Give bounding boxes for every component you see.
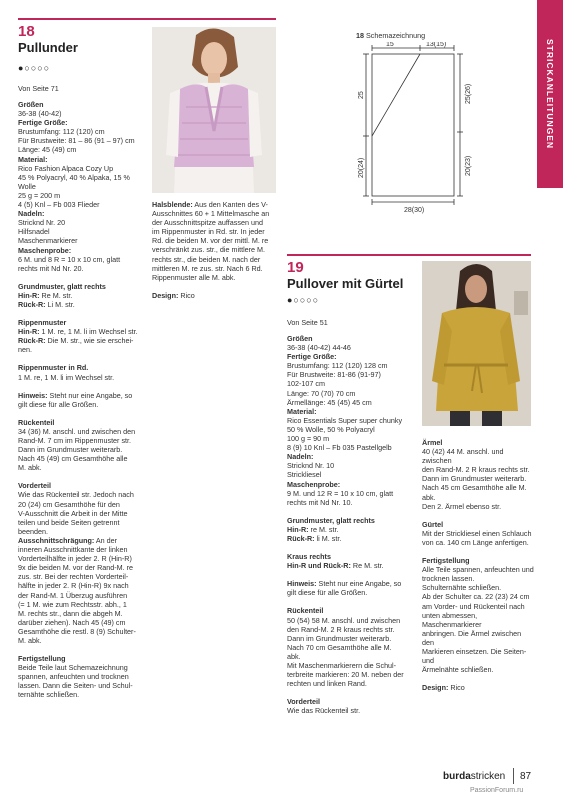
footer-separator — [513, 768, 514, 784]
instruction-line: lassen. Dann die Seiten- und Schul- — [18, 681, 133, 691]
instruction-line: Ärmelnähte schließen. — [422, 665, 494, 675]
paragraph-gap — [18, 645, 150, 654]
instruction-line: Für Brustweite: 81 – 86 (91 – 97) cm — [18, 136, 135, 146]
instruction-line: 4 (5) Knl – Fb 003 Flieder — [18, 200, 100, 210]
pullunder-model-illustration — [152, 27, 276, 193]
instruction-line: 8 (9) 10 Knl – Fb 035 Pastellgelb — [287, 443, 392, 453]
paragraph-gap — [18, 354, 150, 363]
instruction-line: Für Brustweite: 81-86 (91-97) — [287, 370, 381, 380]
pattern-18-rule — [18, 18, 276, 20]
instruction-line: Rand-M. 7 cm im Rippenmuster str. — [18, 436, 132, 445]
instruction-line: Halsblende: Aus den Kanten des V- — [152, 200, 268, 209]
instruction-line: V-Ausschnitt die Arbeit in der Mitte — [18, 508, 128, 518]
instruction-line: 9x die beiden M. vor der Rand-M. re — [18, 563, 134, 573]
instruction-line: Brustumfang: 112 (120) cm — [18, 127, 105, 137]
instruction-line: trocknen lassen. — [422, 574, 475, 584]
instruction-line: Schulternähte schließen. — [422, 583, 502, 593]
instruction-line: (= 1 M. wie zum Rechtsstr. abh., 1 — [18, 599, 127, 609]
instruction-line: Wie das Rückenteil str. — [287, 706, 361, 716]
schematic-right-lower-label: 20(23) — [465, 155, 472, 176]
section-heading: Material: — [287, 406, 317, 416]
paragraph-gap — [287, 597, 419, 606]
footer-brand-bold: burda — [443, 771, 471, 782]
instruction-line: Stricknd Nr. 20 — [18, 218, 66, 228]
paragraph-gap — [422, 547, 534, 556]
instruction-line: hälfte in jeder 2. R (Hin-R) 9x nach — [18, 581, 129, 591]
section-heading: Maschenprobe: — [287, 479, 341, 489]
instruction-line: Hin-R und Rück-R: Re M. str. — [287, 561, 384, 571]
instruction-line: M. rechts str., dann die abgeh M. — [18, 608, 123, 618]
pullover-model-illustration — [422, 261, 531, 426]
instruction-line: Dann im Grundmuster weiterarb. — [287, 633, 392, 643]
pattern-19-instructions-middle — [287, 334, 419, 715]
instruction-line: Rippenmuster alle M. abk. — [152, 272, 236, 282]
paragraph-gap — [287, 688, 419, 697]
instruction-line: Stricknd Nr. 10 — [287, 461, 335, 471]
instruction-line: rechts mit Nd Nr. 10. — [287, 497, 353, 507]
paragraph-gap — [287, 507, 419, 516]
instruction-line: rechts str., die beiden M. nach der — [152, 254, 261, 264]
instruction-line: Rico Essentials Super super chunky — [287, 415, 403, 425]
section-heading: Fertigstellung — [18, 654, 66, 664]
paragraph-gap — [287, 570, 419, 579]
section-heading: Rippenmuster in Rd. — [18, 363, 89, 373]
instruction-line: im Rippenmuster in Rd. str. In jeder — [152, 227, 265, 237]
instruction-line: Ab der Schulter ca. 22 (23) 24 cm — [422, 592, 530, 602]
instruction-line: 100 g = 90 m — [287, 434, 330, 444]
schematic-top-right-label: 13(15) — [426, 42, 447, 48]
section-heading: Rippenmuster — [18, 318, 67, 328]
pattern-19-title: Pullover mit Gürtel — [287, 276, 404, 291]
paragraph-gap — [422, 674, 534, 683]
instruction-lead: Design: — [422, 683, 449, 693]
instruction-line: Den 2. Ärmel ebenso str. — [422, 501, 502, 511]
paragraph-gap — [18, 409, 150, 418]
section-heading: Nadeln: — [287, 452, 314, 462]
instruction-line: M. abk. — [18, 635, 42, 645]
instruction-line: rechten und linken Rand. — [287, 679, 367, 689]
pattern-18-title: Pullunder — [18, 40, 78, 55]
instruction-line: Gesamthöhe die restl. 8 (9) Schulter- — [18, 626, 136, 636]
instruction-line: Rd. die beiden M. vor der mittl. M. re — [152, 236, 269, 246]
pattern-18-instructions-middle — [152, 200, 284, 300]
pattern-19-photo — [422, 261, 531, 426]
instruction-line: Dann im Grundmuster weiterarb. — [422, 474, 527, 484]
instruction-line: unten abmessen, Maschenmarkierer — [422, 610, 482, 629]
schematic-drawing — [352, 42, 532, 214]
paragraph-gap — [18, 309, 150, 318]
schematic-bottom-label: 28(30) — [404, 207, 425, 214]
instruction-line: Strickliesel — [287, 470, 322, 480]
instruction-line: der Ausschnittspitze auffassen und — [152, 218, 263, 228]
instruction-line: terbreite markieren: 20 M. neben der — [287, 670, 404, 680]
schematic-body-outline — [372, 54, 454, 196]
instruction-line: Länge: 70 (70) 70 cm — [287, 388, 356, 398]
instruction-line: Mit der Strickliesel einen Schlauch — [422, 528, 532, 538]
instruction-lead: Rück-R: — [18, 336, 46, 346]
schematic-heading — [356, 31, 425, 40]
footer-brand-rest: stricken — [470, 771, 506, 782]
instruction-line: Design: Rico — [152, 290, 195, 300]
instruction-line: 50 % Wolle, 50 % Polyacryl — [287, 424, 375, 434]
instruction-line: verschränkt zus. str., die mittlere M. — [152, 245, 266, 255]
pattern-19-from-page: Von Seite 51 — [287, 318, 328, 327]
section-heading: Fertige Größe: — [287, 352, 337, 362]
paragraph-gap — [18, 472, 150, 481]
instruction-line: 40 (42) 44 M. anschl. und zwischen — [422, 447, 504, 466]
instruction-line: Dann im Grundmuster weiterarb. — [18, 445, 123, 455]
instruction-lead: Design: — [152, 290, 179, 300]
instruction-line: den Rand-M. 2 R kraus rechts str. — [287, 624, 395, 634]
section-heading: Größen — [287, 334, 313, 343]
section-heading: Material: — [18, 154, 48, 164]
paragraph-gap — [18, 382, 150, 391]
schematic-top-left-label: 15 — [386, 42, 394, 48]
instruction-line: 20 (24) cm Gesamthöhe für den — [18, 499, 120, 509]
instruction-lead: Hinweis: — [18, 390, 48, 400]
instruction-line: Brustumfang: 112 (120) 128 cm — [287, 361, 388, 371]
section-heading: Grundmuster, glatt rechts — [18, 281, 106, 291]
instruction-line: von ca. 140 cm Länge anfertigen. — [422, 537, 529, 547]
section-heading: Grundmuster, glatt rechts — [287, 515, 375, 525]
instruction-line: 25 g = 200 m — [18, 190, 61, 200]
instruction-line: rechts mit Nd Nr. 20. — [18, 263, 84, 273]
instruction-line: Nach 45 (49) cm Gesamthöhe alle — [18, 454, 128, 464]
instruction-line: am Vorder- und Rückenteil nach — [422, 601, 525, 611]
paragraph-gap — [18, 273, 150, 282]
instruction-lead: Hin-R: — [18, 290, 40, 300]
instruction-line: Hin-R: 1 M. re, 1 M. li im Wechsel str. — [18, 327, 138, 337]
instruction-line: zus. str. Bei der rechten Vorderteil- — [18, 572, 129, 582]
instruction-line: M. abk. — [18, 463, 42, 473]
instruction-line: 50 (54) 58 M. anschl. und zwischen — [287, 615, 401, 625]
instruction-line: Nach 45 cm Gesamthöhe alle M. — [422, 483, 527, 493]
schematic-neckline — [372, 54, 420, 136]
section-heading: Maschenprobe: — [18, 245, 72, 255]
pattern-19-instructions-right — [422, 438, 534, 692]
section-heading: Nadeln: — [18, 209, 45, 219]
instruction-lead: Hinweis: — [287, 579, 317, 589]
section-heading: Rückenteil — [18, 417, 55, 427]
instruction-line: den Rand-M. 2 R kraus rechts str. — [422, 465, 530, 475]
instruction-line: beenden. — [18, 526, 48, 536]
schematic-left-lower-label: 20(24) — [358, 157, 365, 178]
instruction-line: darüber ziehen). Nach 45 (49) cm — [18, 617, 126, 627]
instruction-line: abk. — [287, 651, 301, 661]
section-heading: Gürtel — [422, 519, 444, 529]
instruction-line: 34 (36) M. anschl. und zwischen den — [18, 426, 136, 436]
section-heading: Ärmel — [422, 438, 443, 447]
page-number: 87 — [520, 771, 532, 782]
instruction-line: 36-38 (40-42) 44-46 — [287, 343, 351, 353]
instruction-line: Ausschnittes 60 + 1 Mittelmasche an — [152, 209, 270, 219]
pattern-19-number: 19 — [287, 259, 304, 276]
pattern-18-from-page: Von Seite 71 — [18, 84, 59, 93]
section-heading: Fertige Größe: — [18, 118, 68, 128]
instruction-line: Länge: 45 (49) cm — [18, 145, 77, 155]
section-heading: Vorderteil — [18, 481, 52, 491]
pattern-19-difficulty: ●○○○○ — [287, 295, 320, 305]
instruction-line: der Rand-M. 1 Überzug ausführen — [18, 590, 128, 600]
section-heading: Größen — [18, 100, 44, 109]
instruction-line: Hin-R: re M. str. — [287, 524, 339, 534]
instruction-line: 1 M. re, 1 M. li im Wechsel str. — [18, 372, 115, 382]
instruction-lead: Hin-R und Rück-R: — [287, 561, 351, 571]
instruction-line: Rück-R: Li M. str. — [18, 299, 75, 309]
pattern-18-number: 18 — [18, 23, 35, 40]
schematic-right-upper-label: 25(26) — [465, 83, 472, 104]
schematic-number: 18 — [356, 31, 364, 40]
section-heading: Fertigstellung — [422, 556, 470, 566]
schematic-left-upper-label: 25 — [358, 91, 365, 99]
instruction-line: Maschenmarkierer — [18, 236, 78, 246]
instruction-line: nen. — [18, 345, 32, 355]
pattern-18-difficulty: ●○○○○ — [18, 63, 51, 73]
instruction-line: abk. — [422, 492, 436, 502]
instruction-line: Alle Teile spannen, anfeuchten und — [422, 565, 534, 575]
instruction-line: spannen, anfeuchten und trocknen — [18, 672, 129, 682]
instruction-line: anbringen. Die Ärmel zwischen den — [422, 628, 522, 647]
instruction-line: Wolle — [18, 181, 36, 191]
instruction-line: Beide Teile laut Schemazeichnung — [18, 663, 128, 673]
instruction-lead: Halsblende: — [152, 200, 193, 209]
instruction-lead: Rück-R: — [18, 299, 46, 309]
paragraph-gap — [287, 543, 419, 552]
instruction-line: Ärmellänge: 45 (45) 45 cm — [287, 397, 372, 407]
instruction-line: 9 M. und 12 R = 10 x 10 cm, glatt — [287, 488, 394, 498]
section-heading: Vorderteil — [287, 697, 321, 707]
instruction-line: Hinweis: Steht nur eine Angabe, so — [18, 390, 133, 400]
instruction-line: 36-38 (40-42) — [18, 109, 62, 119]
instruction-line: Vorderteilhälfte in jeder 2. R (Hin-R) — [18, 554, 132, 564]
instruction-line: Design: Rico — [422, 683, 465, 693]
section-heading: Rückenteil — [287, 606, 324, 616]
schematic-title: Schemazeichnung — [366, 31, 426, 40]
instruction-line: gilt diese für alle Größen. — [18, 399, 99, 409]
instruction-line: Hin-R: Re M. str. — [18, 290, 73, 300]
instruction-line: 45 % Polyacryl, 40 % Alpaka, 15 % — [18, 172, 130, 182]
pattern-19-rule — [287, 254, 531, 256]
instruction-line: 6 M. und 8 R = 10 x 10 cm, glatt — [18, 254, 121, 264]
instruction-line: inneren Ausschnittkante der linken — [18, 545, 128, 555]
instruction-line: 102-107 cm — [287, 379, 325, 389]
paragraph-gap — [152, 282, 284, 291]
instruction-line: Hinweis: Steht nur eine Angabe, so — [287, 579, 402, 589]
instruction-line: Hilfsnadel — [18, 227, 50, 237]
instruction-lead: Hin-R: — [287, 524, 309, 534]
instruction-line: teilen und beide Seiten getrennt — [18, 517, 120, 527]
instruction-line: gilt diese für alle Größen. — [287, 588, 368, 598]
instruction-line: Markieren einsetzen. Die Seiten- und — [422, 646, 527, 666]
instruction-line: Mit Maschenmarkierern die Schul- — [287, 661, 397, 670]
paragraph-gap — [422, 511, 534, 520]
pattern-18-instructions-left — [18, 100, 150, 700]
pattern-18-photo — [152, 27, 276, 193]
instruction-line: mittleren M. re zus. str. Nach 6 Rd. — [152, 263, 263, 273]
instruction-line: Rück-R: Die M. str., wie sie erschei- — [18, 336, 134, 346]
section-side-tab-label: STRICKANLEITUNGEN — [545, 38, 555, 150]
instruction-line: Rico Fashion Alpaca Cozy Up — [18, 163, 114, 173]
watermark: PassionForum.ru — [470, 787, 524, 794]
instruction-lead: Hin-R: — [18, 327, 40, 337]
instruction-lead: Rück-R: — [287, 533, 315, 543]
instruction-line: Rück-R: li M. str. — [287, 533, 342, 543]
instruction-line: Wie das Rückenteil str. Jedoch nach — [18, 490, 134, 500]
instruction-line: ternähte schließen. — [18, 690, 80, 700]
instruction-line: Nach 70 cm Gesamthöhe alle M. — [287, 642, 392, 652]
footer-brand — [443, 771, 505, 782]
instruction-line: Ausschnittschrägung: An der — [18, 535, 118, 545]
section-heading: Kraus rechts — [287, 552, 331, 562]
section-side-tab — [537, 0, 563, 188]
instruction-lead: Ausschnittschrägung: — [18, 535, 95, 545]
